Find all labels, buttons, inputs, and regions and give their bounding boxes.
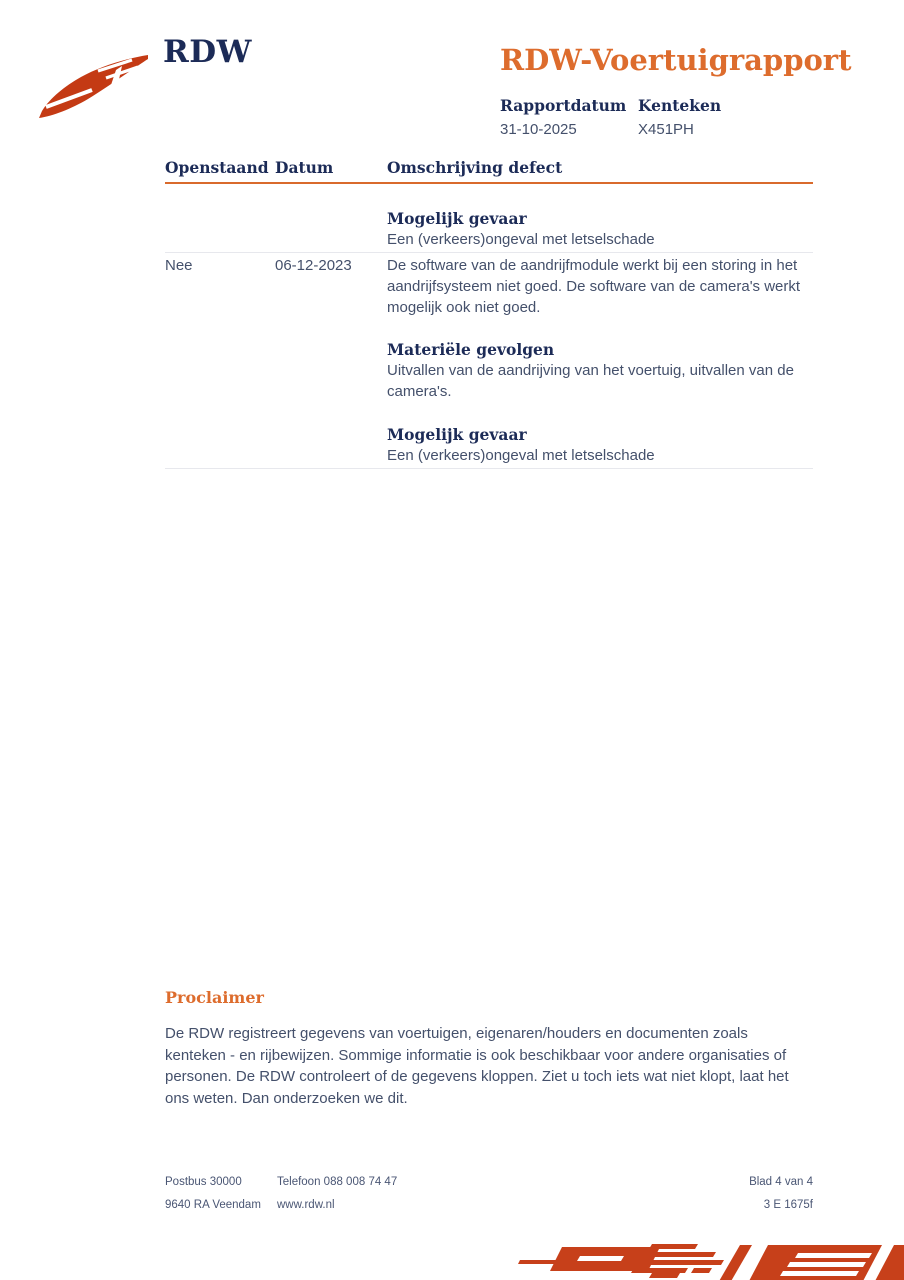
possible-danger-text: Een (verkeers)ongeval met letselschade [387, 447, 655, 464]
material-consequences-heading: Materiële gevolgen [387, 340, 555, 359]
report-date-label: Rapportdatum [500, 96, 627, 115]
rdw-stripes-graphic-icon [500, 1243, 904, 1280]
footer-contact [277, 1171, 749, 1217]
footer-page-info [749, 1171, 813, 1217]
report-date-value: 31-10-2025 [500, 121, 577, 138]
report-date-block [500, 96, 638, 138]
cell-openstaand [165, 184, 275, 250]
cell-omschrijving [387, 253, 813, 466]
cell-datum: 06-12-2023 [275, 257, 352, 274]
rdw-flame-logo-icon [38, 54, 152, 120]
possible-danger-heading: Mogelijk gevaar [387, 209, 527, 228]
footer-phone: Telefoon 088 008 74 47 [277, 1176, 398, 1188]
proclaimer-text: De RDW registreert gegevens van voertuigen, eigenaren/houders en documenten zoals kenteken - en rijbewijzen. Sommige informatie is ook beschikbaar voor andere organisaties of personen. De RDW controleert of de gegevens kloppen. Ziet u toch iets wat niet klopt, laat het ons weten. Dan onderzoeken we dit. [165, 1025, 789, 1107]
cell-datum [275, 184, 387, 250]
footer-form-code: 3 E 1675f [763, 1199, 813, 1211]
table-row [165, 253, 813, 469]
proclaimer-section [165, 988, 807, 1109]
table-row [165, 184, 813, 253]
cell-openstaand: Nee [165, 257, 193, 274]
footer-website: www.rdw.nl [277, 1199, 335, 1211]
possible-danger-text: Een (verkeers)ongeval met letselschade [387, 231, 655, 248]
defects-table [165, 158, 813, 469]
column-header-datum: Datum [275, 158, 334, 177]
possible-danger-heading: Mogelijk gevaar [387, 425, 527, 444]
report-meta [500, 96, 721, 138]
footer-city: 9640 RA Veendam [165, 1199, 261, 1211]
page-footer [165, 1171, 813, 1217]
column-header-openstaand: Openstaand [165, 158, 269, 177]
footer-address [165, 1171, 277, 1217]
footer-page-indicator: Blad 4 van 4 [749, 1176, 813, 1188]
defect-description-text: De software van de aandrijfmodule werkt bij een storing in het aandrijfsysteem niet goed. De software van de camera's werkt mogelijk ook niet goed. [387, 257, 801, 316]
rdw-logo-text: RDW [163, 34, 252, 70]
column-header-omschrijving: Omschrijving defect [387, 158, 563, 177]
license-plate-block [638, 96, 721, 138]
license-plate-label: Kenteken [638, 96, 722, 115]
proclaimer-heading: Proclaimer [165, 988, 264, 1007]
license-plate-value: X451PH [638, 121, 694, 138]
footer-postbus: Postbus 30000 [165, 1176, 242, 1188]
table-header-row [165, 158, 813, 184]
material-consequences-text: Uitvallen van de aandrijving van het voertuig, uitvallen van de camera's. [387, 362, 794, 400]
page-title: RDW-Voertuigrapport [500, 43, 852, 77]
cell-omschrijving [387, 184, 813, 250]
